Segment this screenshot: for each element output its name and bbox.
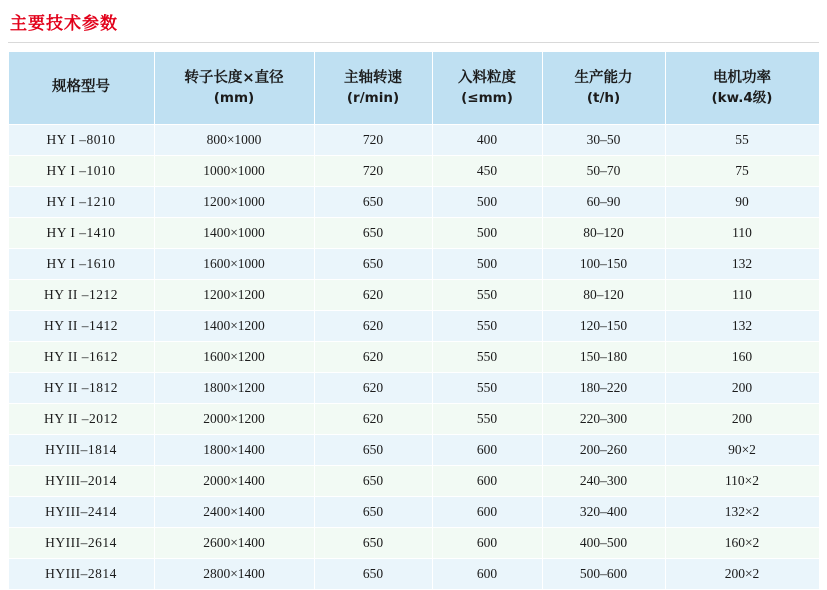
cell-feed-size: 550 bbox=[432, 342, 542, 373]
column-header-feed-size-line1: 入料粒度 bbox=[458, 70, 516, 87]
column-header-spindle-speed-unit: (r/min) bbox=[346, 89, 400, 106]
cell-spindle-speed: 650 bbox=[314, 249, 432, 280]
cell-rotor-size: 1200×1200 bbox=[154, 280, 314, 311]
cell-capacity: 100–150 bbox=[542, 249, 665, 280]
column-header-capacity-line1: 生产能力 bbox=[574, 70, 633, 87]
cell-motor-power: 110 bbox=[665, 218, 819, 249]
cell-spindle-speed: 650 bbox=[314, 218, 432, 249]
cell-capacity: 180–220 bbox=[542, 373, 665, 404]
cell-spindle-speed: 650 bbox=[314, 435, 432, 466]
table-row bbox=[8, 156, 819, 187]
column-header-model-line1: 规格型号 bbox=[52, 79, 110, 96]
table-row bbox=[8, 311, 819, 342]
table-row bbox=[8, 218, 819, 249]
cell-spindle-speed: 620 bbox=[314, 280, 432, 311]
cell-feed-size: 400 bbox=[432, 125, 542, 156]
cell-motor-power: 200 bbox=[665, 404, 819, 435]
cell-rotor-size: 2400×1400 bbox=[154, 497, 314, 528]
table-row bbox=[8, 559, 819, 590]
cell-spindle-speed: 650 bbox=[314, 187, 432, 218]
technical-parameters-table bbox=[8, 51, 820, 590]
cell-feed-size: 550 bbox=[432, 373, 542, 404]
column-header-feed-size bbox=[432, 52, 542, 125]
cell-model: HYIII–2014 bbox=[8, 466, 154, 497]
cell-capacity: 240–300 bbox=[542, 466, 665, 497]
table-row bbox=[8, 528, 819, 559]
table-row bbox=[8, 249, 819, 280]
table-row bbox=[8, 187, 819, 218]
cell-model: HYIII–1814 bbox=[8, 435, 154, 466]
column-header-rotor-size-line1: 转子长度×直径 bbox=[184, 70, 284, 87]
cell-motor-power: 200 bbox=[665, 373, 819, 404]
cell-motor-power: 110 bbox=[665, 280, 819, 311]
cell-model: HY II –1412 bbox=[8, 311, 154, 342]
cell-motor-power: 160 bbox=[665, 342, 819, 373]
column-header-motor-power-unit: (kw.4级) bbox=[711, 89, 773, 106]
cell-rotor-size: 1800×1200 bbox=[154, 373, 314, 404]
cell-spindle-speed: 720 bbox=[314, 125, 432, 156]
cell-rotor-size: 2000×1200 bbox=[154, 404, 314, 435]
cell-capacity: 30–50 bbox=[542, 125, 665, 156]
cell-spindle-speed: 620 bbox=[314, 373, 432, 404]
cell-motor-power: 200×2 bbox=[665, 559, 819, 590]
cell-feed-size: 500 bbox=[432, 249, 542, 280]
cell-capacity: 220–300 bbox=[542, 404, 665, 435]
cell-capacity: 500–600 bbox=[542, 559, 665, 590]
cell-feed-size: 550 bbox=[432, 311, 542, 342]
column-header-rotor-size-unit: (mm) bbox=[213, 89, 255, 106]
table-row bbox=[8, 404, 819, 435]
cell-model: HYIII–2414 bbox=[8, 497, 154, 528]
table-row bbox=[8, 466, 819, 497]
cell-feed-size: 600 bbox=[432, 559, 542, 590]
cell-model: HYIII–2614 bbox=[8, 528, 154, 559]
cell-feed-size: 500 bbox=[432, 218, 542, 249]
cell-motor-power: 90 bbox=[665, 187, 819, 218]
table-header bbox=[8, 52, 819, 125]
table-header-row bbox=[8, 52, 819, 125]
cell-motor-power: 132×2 bbox=[665, 497, 819, 528]
cell-motor-power: 75 bbox=[665, 156, 819, 187]
cell-motor-power: 110×2 bbox=[665, 466, 819, 497]
table-row bbox=[8, 497, 819, 528]
cell-rotor-size: 1400×1000 bbox=[154, 218, 314, 249]
cell-spindle-speed: 650 bbox=[314, 559, 432, 590]
cell-capacity: 50–70 bbox=[542, 156, 665, 187]
column-header-model bbox=[8, 52, 154, 125]
cell-rotor-size: 1000×1000 bbox=[154, 156, 314, 187]
cell-motor-power: 90×2 bbox=[665, 435, 819, 466]
cell-rotor-size: 2800×1400 bbox=[154, 559, 314, 590]
table-row bbox=[8, 280, 819, 311]
cell-feed-size: 600 bbox=[432, 435, 542, 466]
title-divider bbox=[8, 42, 819, 43]
cell-model: HY II –2012 bbox=[8, 404, 154, 435]
column-header-capacity bbox=[542, 52, 665, 125]
cell-model: HY II –1612 bbox=[8, 342, 154, 373]
cell-feed-size: 600 bbox=[432, 528, 542, 559]
cell-capacity: 200–260 bbox=[542, 435, 665, 466]
cell-model: HY I –1610 bbox=[8, 249, 154, 280]
column-header-motor-power bbox=[665, 52, 819, 125]
cell-feed-size: 500 bbox=[432, 187, 542, 218]
cell-model: HY II –1812 bbox=[8, 373, 154, 404]
cell-capacity: 320–400 bbox=[542, 497, 665, 528]
cell-spindle-speed: 720 bbox=[314, 156, 432, 187]
cell-spindle-speed: 650 bbox=[314, 528, 432, 559]
table-row bbox=[8, 125, 819, 156]
cell-capacity: 120–150 bbox=[542, 311, 665, 342]
column-header-rotor-size bbox=[154, 52, 314, 125]
cell-feed-size: 550 bbox=[432, 404, 542, 435]
cell-motor-power: 132 bbox=[665, 249, 819, 280]
column-header-spindle-speed bbox=[314, 52, 432, 125]
cell-capacity: 80–120 bbox=[542, 280, 665, 311]
cell-capacity: 60–90 bbox=[542, 187, 665, 218]
column-header-feed-size-unit: (≤mm) bbox=[461, 89, 513, 106]
column-header-motor-power-line1: 电机功率 bbox=[713, 70, 771, 87]
cell-rotor-size: 2000×1400 bbox=[154, 466, 314, 497]
table-row bbox=[8, 435, 819, 466]
cell-spindle-speed: 620 bbox=[314, 342, 432, 373]
cell-capacity: 150–180 bbox=[542, 342, 665, 373]
cell-rotor-size: 2600×1400 bbox=[154, 528, 314, 559]
cell-spindle-speed: 650 bbox=[314, 466, 432, 497]
cell-motor-power: 132 bbox=[665, 311, 819, 342]
cell-rotor-size: 1200×1000 bbox=[154, 187, 314, 218]
cell-model: HYIII–2814 bbox=[8, 559, 154, 590]
cell-feed-size: 450 bbox=[432, 156, 542, 187]
cell-model: HY I –1410 bbox=[8, 218, 154, 249]
cell-rotor-size: 1400×1200 bbox=[154, 311, 314, 342]
page-title: 主要技术参数 bbox=[10, 14, 118, 34]
cell-capacity: 80–120 bbox=[542, 218, 665, 249]
table-row bbox=[8, 373, 819, 404]
cell-feed-size: 550 bbox=[432, 280, 542, 311]
cell-feed-size: 600 bbox=[432, 497, 542, 528]
column-header-capacity-unit: (t/h) bbox=[586, 89, 621, 106]
cell-model: HY II –1212 bbox=[8, 280, 154, 311]
table-body bbox=[8, 125, 819, 590]
table-row bbox=[8, 342, 819, 373]
cell-motor-power: 160×2 bbox=[665, 528, 819, 559]
cell-rotor-size: 1600×1200 bbox=[154, 342, 314, 373]
cell-rotor-size: 1600×1000 bbox=[154, 249, 314, 280]
cell-feed-size: 600 bbox=[432, 466, 542, 497]
cell-spindle-speed: 650 bbox=[314, 497, 432, 528]
cell-model: HY I –1210 bbox=[8, 187, 154, 218]
cell-model: HY I –1010 bbox=[8, 156, 154, 187]
cell-spindle-speed: 620 bbox=[314, 404, 432, 435]
cell-motor-power: 55 bbox=[665, 125, 819, 156]
cell-rotor-size: 1800×1400 bbox=[154, 435, 314, 466]
column-header-spindle-speed-line1: 主轴转速 bbox=[344, 70, 402, 87]
cell-rotor-size: 800×1000 bbox=[154, 125, 314, 156]
cell-spindle-speed: 620 bbox=[314, 311, 432, 342]
cell-model: HY I –8010 bbox=[8, 125, 154, 156]
cell-capacity: 400–500 bbox=[542, 528, 665, 559]
